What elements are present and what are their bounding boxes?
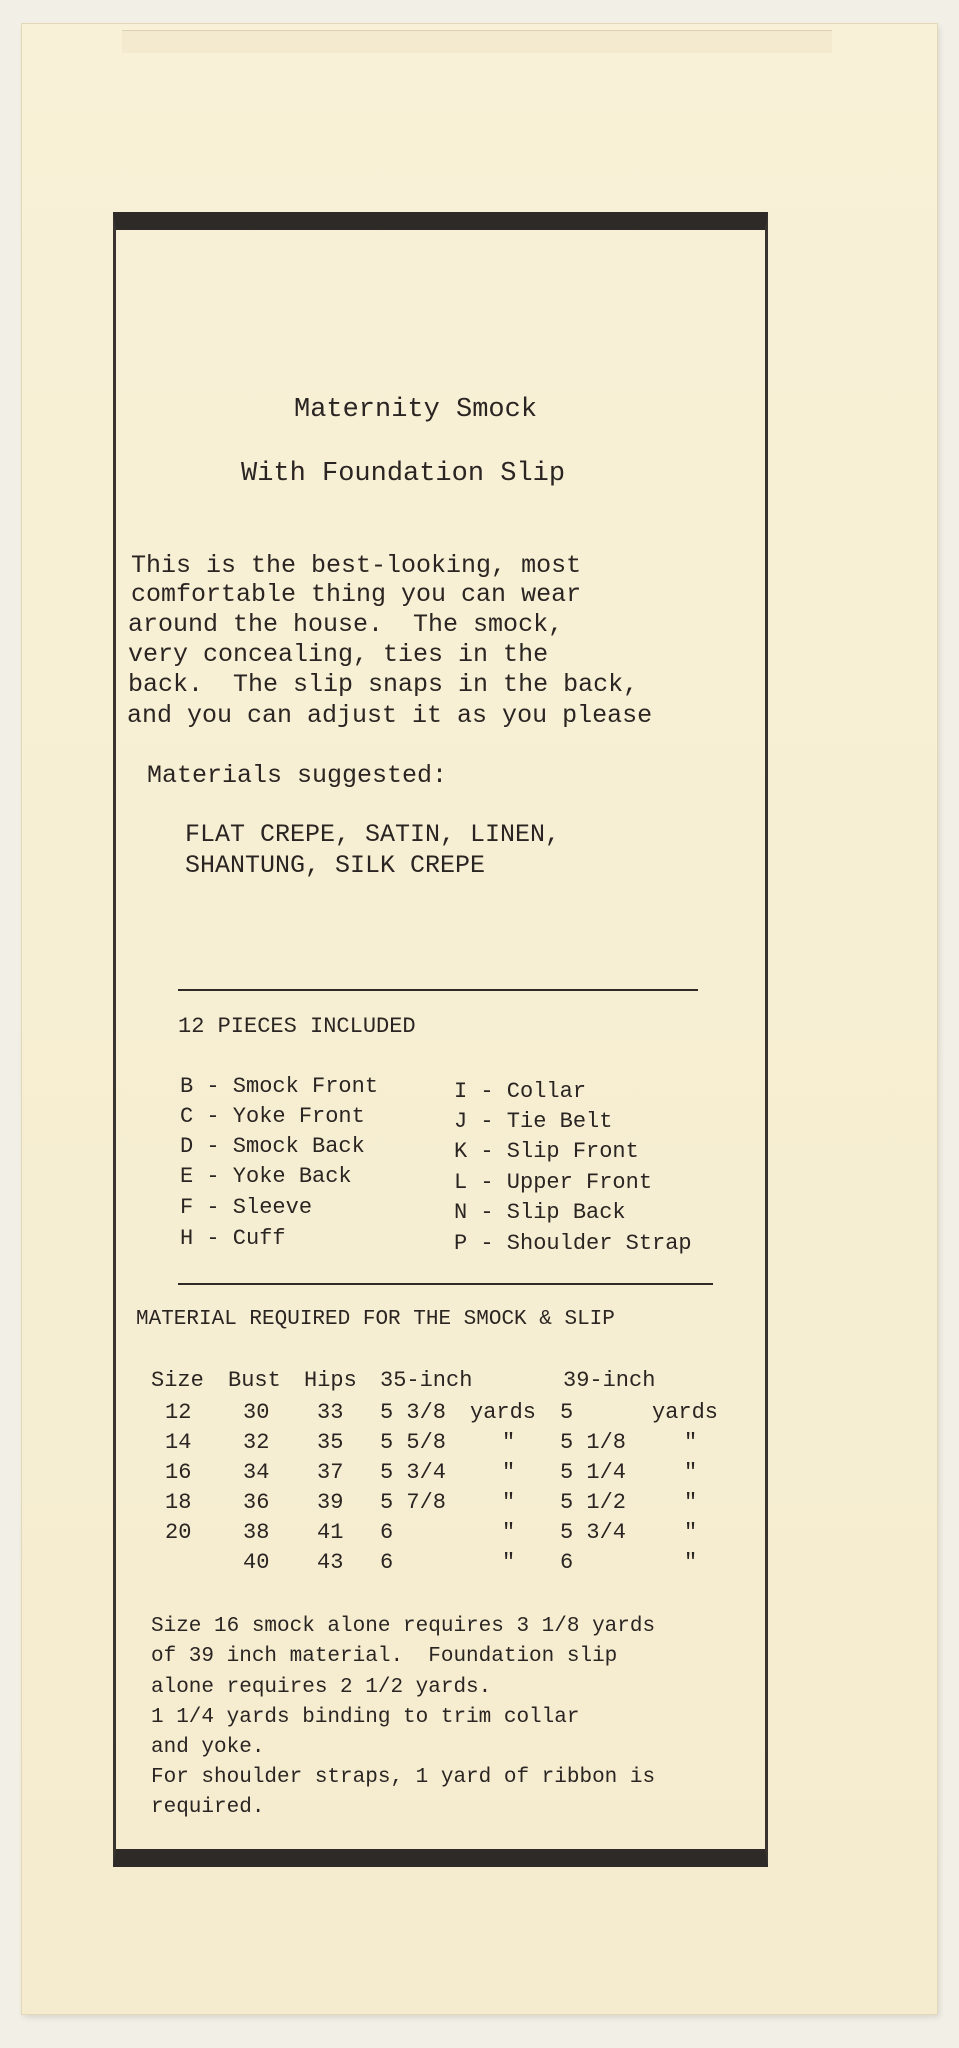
table-cell: " <box>684 1430 698 1455</box>
table-cell: yards <box>470 1400 537 1425</box>
materials-line: SHANTUNG, SILK CREPE <box>185 851 486 880</box>
table-cell: " <box>502 1430 516 1455</box>
piece-item: P - Shoulder Strap <box>454 1231 692 1256</box>
table-cell: " <box>502 1550 516 1575</box>
table-header-35: 35-inch <box>380 1368 473 1393</box>
table-cell: 39 <box>317 1490 344 1515</box>
table-cell: 5 1/2 <box>560 1490 627 1515</box>
table-cell: 30 <box>243 1400 270 1425</box>
note-line: Size 16 smock alone requires 3 1/8 yards <box>151 1615 656 1638</box>
divider <box>178 1283 713 1285</box>
table-cell: 5 3/4 <box>380 1460 447 1485</box>
piece-item: J - Tie Belt <box>454 1109 613 1134</box>
table-cell: yards <box>652 1400 719 1425</box>
table-cell: 40 <box>243 1550 270 1575</box>
piece-item: C - Yoke Front <box>180 1104 365 1129</box>
table-cell: " <box>684 1550 698 1575</box>
table-cell: 5 5/8 <box>380 1430 447 1455</box>
table-cell: 36 <box>243 1490 270 1515</box>
table-cell: " <box>502 1520 516 1545</box>
table-cell: 12 <box>165 1400 192 1425</box>
table-cell: 5 1/8 <box>560 1430 627 1455</box>
table-cell: 20 <box>165 1520 192 1545</box>
piece-item: F - Sleeve <box>180 1195 313 1220</box>
table-cell: " <box>502 1460 516 1485</box>
piece-item: I - Collar <box>454 1079 587 1104</box>
table-cell: 5 <box>560 1400 574 1425</box>
table-cell: 6 <box>380 1520 394 1545</box>
table-cell: 41 <box>317 1520 344 1545</box>
table-cell: 6 <box>380 1550 394 1575</box>
table-cell: 38 <box>243 1520 270 1545</box>
table-header-39: 39-inch <box>563 1368 656 1393</box>
description-line: around the house. The smock, <box>128 610 564 639</box>
materials-heading: Materials suggested: <box>147 761 448 790</box>
table-header-size: Size <box>151 1368 204 1393</box>
table-cell: " <box>502 1490 516 1515</box>
table-cell: 35 <box>317 1430 344 1455</box>
table-cell: 34 <box>243 1460 270 1485</box>
note-line: 1 1/4 yards binding to trim collar <box>151 1706 580 1729</box>
piece-item: E - Yoke Back <box>180 1164 352 1189</box>
description-line: back. The slip snaps in the back, <box>128 670 639 699</box>
piece-item: L - Upper Front <box>454 1170 653 1195</box>
pieces-heading: 12 PIECES INCLUDED <box>178 1014 416 1039</box>
table-cell: 5 1/4 <box>560 1460 627 1485</box>
note-line: and yoke. <box>151 1736 265 1759</box>
piece-item: H - Cuff <box>180 1226 286 1251</box>
table-cell: 14 <box>165 1430 192 1455</box>
table-cell: 6 <box>560 1550 574 1575</box>
note-line: For shoulder straps, 1 yard of ribbon is <box>151 1766 656 1789</box>
table-cell: 33 <box>317 1400 344 1425</box>
table-cell: 18 <box>165 1490 192 1515</box>
description-line: and you can adjust it as you please <box>127 701 653 730</box>
table-cell: 5 3/4 <box>560 1520 627 1545</box>
divider <box>178 989 698 991</box>
material-heading: MATERIAL REQUIRED FOR THE SMOCK & SLIP <box>136 1308 615 1331</box>
page-title: Maternity Smock <box>294 395 538 425</box>
description-line: comfortable thing you can wear <box>131 580 582 609</box>
table-cell: 5 7/8 <box>380 1490 447 1515</box>
table-header-hips: Hips <box>304 1368 357 1393</box>
note-line: required. <box>151 1796 265 1819</box>
piece-item: D - Smock Back <box>180 1134 365 1159</box>
table-cell: 16 <box>165 1460 192 1485</box>
description-line: very concealing, ties in the <box>128 640 549 669</box>
description-line: This is the best-looking, most <box>131 551 582 580</box>
table-cell: 37 <box>317 1460 344 1485</box>
table-cell: " <box>684 1460 698 1485</box>
table-cell: 5 3/8 <box>380 1400 447 1425</box>
table-cell: 32 <box>243 1430 270 1455</box>
table-header-bust: Bust <box>228 1368 281 1393</box>
envelope-flap <box>122 30 832 53</box>
table-cell: 43 <box>317 1550 344 1575</box>
piece-item: B - Smock Front <box>180 1074 379 1099</box>
piece-item: N - Slip Back <box>454 1200 626 1225</box>
materials-line: FLAT CREPE, SATIN, LINEN, <box>185 820 561 849</box>
table-cell: " <box>684 1520 698 1545</box>
page-subtitle: With Foundation Slip <box>241 459 566 489</box>
note-line: alone requires 2 1/2 yards. <box>151 1676 492 1699</box>
piece-item: K - Slip Front <box>454 1139 639 1164</box>
note-line: of 39 inch material. Foundation slip <box>151 1645 618 1668</box>
table-cell: " <box>684 1490 698 1515</box>
